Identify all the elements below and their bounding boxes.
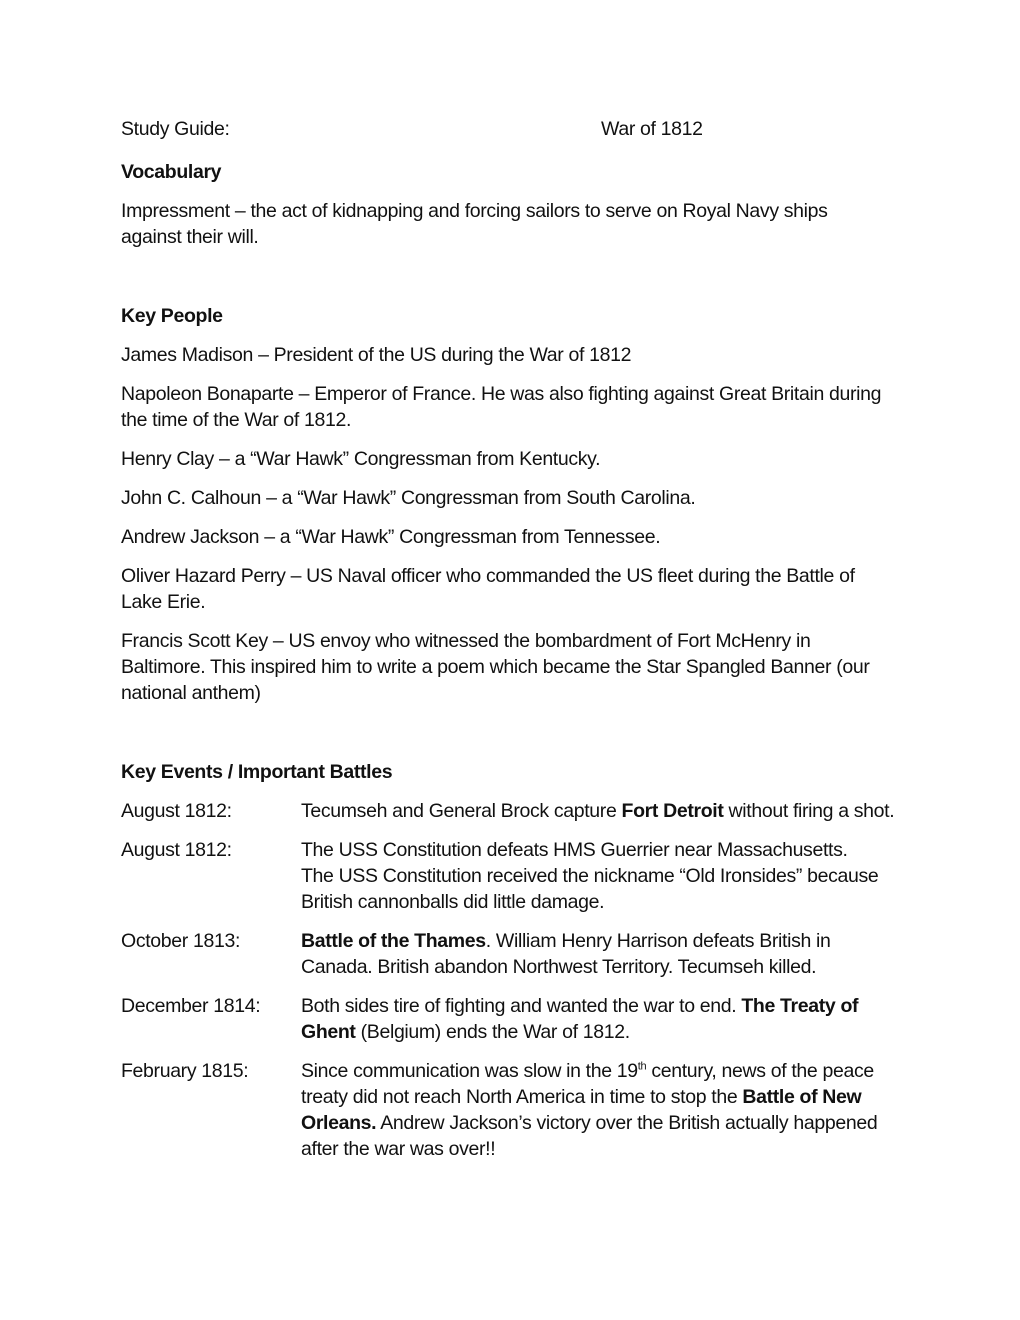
event-row: [121, 928, 901, 980]
event-description: The USS Constitution defeats HMS Guerrier near Massachusetts. The USS Constitution received the nickname “Old Ironsides” because British cannonballs did little damage.: [301, 839, 879, 913]
key-events-heading: Key Events / Important Battles: [121, 761, 393, 783]
person-entry: Henry Clay – a “War Hawk” Congressman from Kentucky.: [121, 448, 601, 470]
event-highlight: The Treaty of Ghent: [301, 995, 859, 1043]
vocabulary-entry: Impressment – the act of kidnapping and forcing sailors to serve on Royal Navy ships against their will.: [121, 200, 828, 248]
person-entry: Oliver Hazard Perry – US Naval officer who commanded the US fleet during the Battle of Lake Erie.: [121, 565, 855, 613]
event-row: [121, 798, 901, 824]
event-date: December 1814:: [121, 995, 261, 1017]
event-date: August 1812:: [121, 800, 232, 822]
event-highlight: Battle of the Thames: [301, 930, 486, 952]
event-description: Since communication was slow in the 19th century, news of the peace treaty did not reach North America in time to stop the Battle of New Orleans. Andrew Jackson’s victory over the British actually happened after the war was over!!: [301, 1060, 878, 1160]
event-description: Both sides tire of fighting and wanted the war to end. The Treaty of Ghent (Belgium) ends the War of 1812.: [301, 995, 859, 1043]
guide-label: Study Guide:: [121, 118, 230, 140]
key-people-heading: Key People: [121, 305, 223, 327]
vocabulary-heading: Vocabulary: [121, 161, 222, 183]
person-entry: Andrew Jackson – a “War Hawk” Congressman from Tennessee.: [121, 526, 661, 548]
event-highlight: Battle of New Orleans.: [301, 1086, 862, 1134]
event-description: Battle of the Thames. William Henry Harrison defeats British in Canada. British abandon Northwest Territory. Tecumseh killed.: [301, 930, 831, 978]
event-row: [121, 1058, 901, 1162]
event-description: Tecumseh and General Brock capture Fort Detroit without firing a shot.: [301, 800, 895, 822]
person-entry: Francis Scott Key – US envoy who witnessed the bombardment of Fort McHenry in Baltimore. This inspired him to write a poem which became the Star Spangled Banner (our national anthem): [121, 630, 870, 704]
event-date: August 1812:: [121, 839, 232, 861]
event-row: [121, 993, 901, 1045]
study-guide-page: [121, 118, 901, 1162]
event-date: February 1815:: [121, 1060, 249, 1082]
event-row: [121, 837, 901, 915]
event-highlight: Fort Detroit: [621, 800, 724, 822]
person-entry: James Madison – President of the US during the War of 1812: [121, 344, 632, 366]
guide-topic: War of 1812: [601, 118, 703, 140]
person-entry: John C. Calhoun – a “War Hawk” Congressman from South Carolina.: [121, 487, 696, 509]
title-row: [121, 118, 901, 146]
event-date: October 1813:: [121, 930, 241, 952]
person-entry: Napoleon Bonaparte – Emperor of France. He was also fighting against Great Britain during the time of the War of 1812.: [121, 383, 882, 431]
